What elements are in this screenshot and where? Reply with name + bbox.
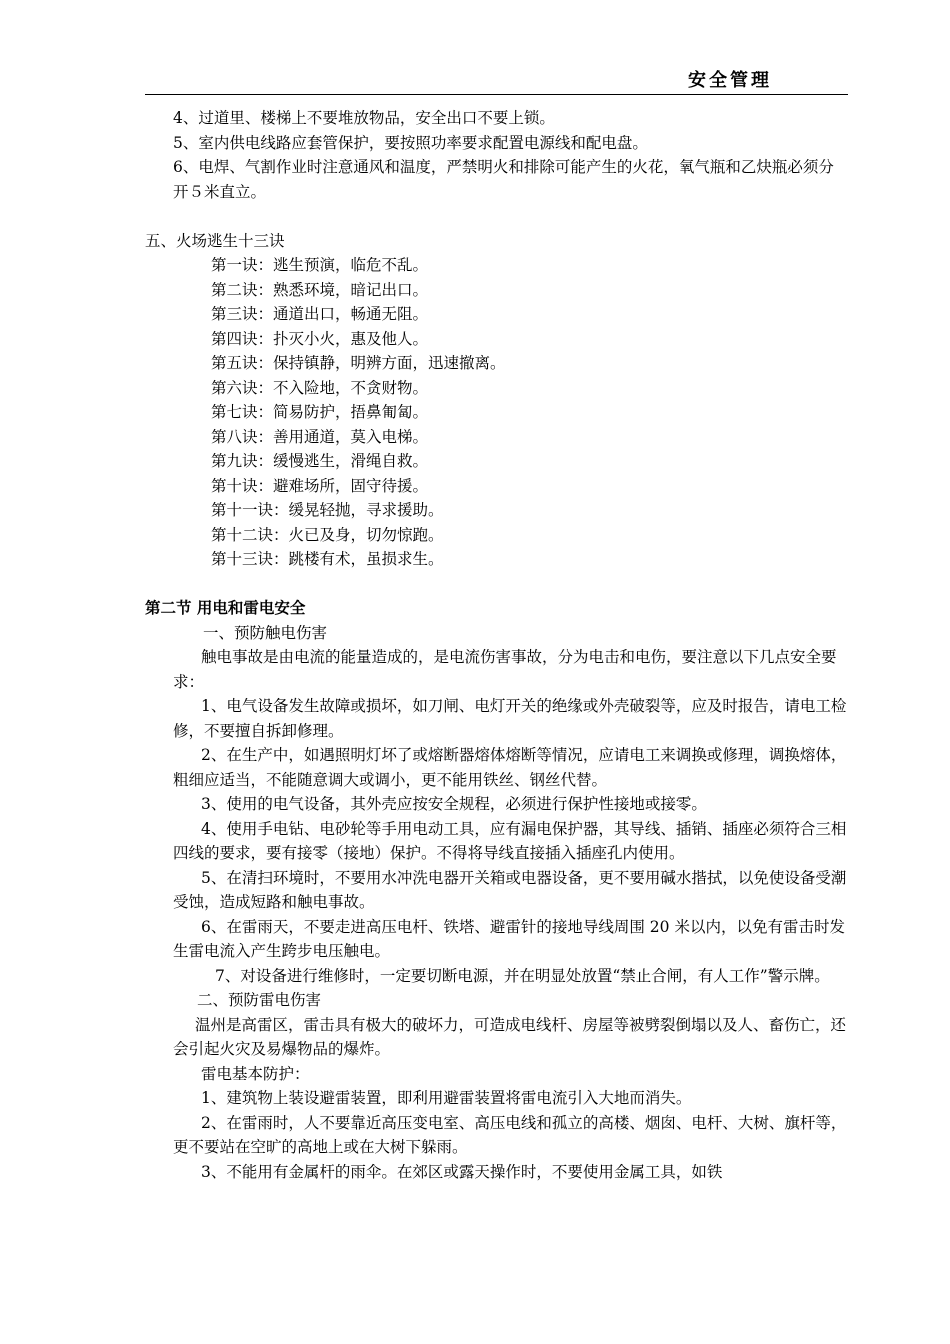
fire-rule-item: 4、过道里、楼梯上不要堆放物品，安全出口不要上锁。 <box>173 109 555 127</box>
document-body <box>145 106 848 1184</box>
escape-item: 第二诀：熟悉环境，暗记出口。 <box>211 280 429 299</box>
safety-item: 2、在生产中，如遇照明灯坏了或熔断器熔体熔断等情况，应请电工来调换或修理，调换熔体，粗细应适当，不能随意调大或调小，更不能用铁丝、钢丝代替。 <box>173 746 847 789</box>
escape-item: 第十一诀：缓晃轻抛，寻求援助。 <box>211 501 444 519</box>
escape-item: 第八诀：善用通道，莫入电梯。 <box>211 427 429 446</box>
fire-rule-item: 6、电焊、气割作业时注意通风和温度，严禁明火和排除可能产生的火花，氧气瓶和乙炔瓶必须分开５米直立。 <box>173 158 834 201</box>
fire-rule-item: 5、室内供电线路应套管保护，要按照功率要求配置电源线和配电盘。 <box>173 133 648 152</box>
escape-item: 第四诀：扑灭小火，惠及他人。 <box>211 329 429 348</box>
escape-item: 第十三诀：跳楼有术，虽损求生。 <box>211 550 444 568</box>
safety-item: 5、在清扫环境时，不要用水冲洗电器开关箱或电器设备，更不要用碱水揩拭，以免使设备受潮受蚀，造成短路和触电事故。 <box>173 868 847 911</box>
spacer <box>145 204 848 229</box>
escape-item: 第六诀：不入险地，不贪财物。 <box>211 378 429 397</box>
protect-item: 3、不能用有金属杆的雨伞。在郊区或露天操作时，不要使用金属工具，如铁 <box>201 1162 723 1181</box>
spacer <box>145 572 848 597</box>
safety-item: 3、使用的电气设备，其外壳应按安全规程，必须进行保护性接地或接零。 <box>201 795 707 813</box>
escape-heading: 五、火场逃生十三诀 <box>145 231 285 250</box>
header-rule <box>145 94 848 95</box>
safety-item: 1、电气设备发生故障或损坏，如刀闸、电灯开关的绝缘或外壳破裂等，应及时报告，请电工检修，不要擅自拆卸修理。 <box>173 697 847 740</box>
escape-item: 第十二诀：火已及身，切勿惊跑。 <box>211 525 444 544</box>
escape-item: 第五诀：保持镇静，明辨方面，迅速撤离。 <box>211 354 506 372</box>
escape-item: 第十诀：避难场所，固守待援。 <box>211 476 429 495</box>
safety-item: 4、使用手电钻、电砂轮等手用电动工具，应有漏电保护器，其导线、插销、插座必须符合三相四线的要求，要有接零（接地）保护。不得将导线直接插入插座孔内使用。 <box>173 819 847 862</box>
section-title: 第二节 用电和雷电安全 <box>145 599 306 617</box>
protect-item: 2、在雷雨时，人不要靠近高压变电室、高压电线和孤立的高楼、烟囱、电杆、大树、旗杆等，更不要站在空旷的高地上或在大树下躲雨。 <box>173 1113 847 1156</box>
header-title: 安全管理 <box>688 70 772 91</box>
subsection-heading: 一、预防触电伤害 <box>203 623 328 642</box>
escape-item: 第九诀：缓慢逃生，滑绳自救。 <box>211 452 429 470</box>
escape-item: 第七诀：简易防护，捂鼻匍匐。 <box>211 403 429 421</box>
paragraph: 温州是高雷区，雷击具有极大的破坏力，可造成电线杆、房屋等被劈裂倒塌以及人、畜伤亡，还会引起火灾及易爆物品的爆炸。 <box>173 1015 847 1058</box>
escape-item: 第三诀：通道出口，畅通无阻。 <box>211 305 429 323</box>
subsection-heading: 二、预防雷电伤害 <box>197 991 322 1009</box>
protect-item: 1、建筑物上装设避雷装置，即利用避雷装置将雷电流引入大地而消失。 <box>201 1089 692 1107</box>
paragraph: 雷电基本防护： <box>201 1064 310 1083</box>
safety-item: 7、对设备进行维修时，一定要切断电源，并在明显处放置“禁止合闸，有人工作”警示牌。 <box>215 966 830 985</box>
escape-item: 第一诀：逃生预演，临危不乱。 <box>211 256 429 274</box>
paragraph: 触电事故是由电流的能量造成的，是电流伤害事故，分为电击和电伤，要注意以下几点安全要求： <box>173 648 837 691</box>
safety-item: 6、在雷雨天，不要走进高压电杆、铁塔、避雷针的接地导线周围 20 米以内，以免有雷击时发生雷电流入产生跨步电压触电。 <box>173 917 845 960</box>
